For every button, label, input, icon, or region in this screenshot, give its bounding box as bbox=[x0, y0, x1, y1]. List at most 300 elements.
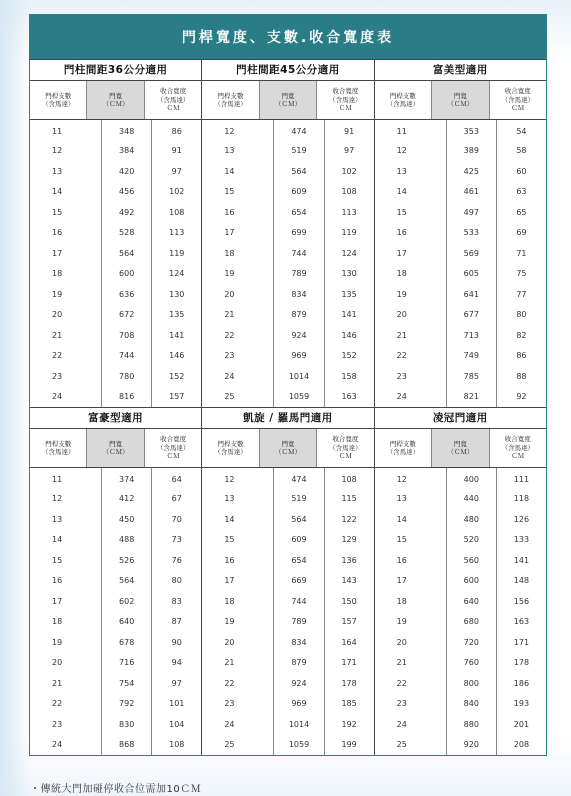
fold-width-column-header: 收合寬度 （含馬達） ＣＭ bbox=[156, 87, 190, 113]
fold-width-cell: 65 bbox=[516, 207, 527, 217]
table-row bbox=[375, 346, 546, 367]
fold-width-cell: 87 bbox=[171, 617, 182, 627]
door-width-cell: 564 bbox=[102, 571, 152, 592]
bar-count-cell: 18 bbox=[30, 612, 102, 633]
bar-count-cell: 15 bbox=[375, 530, 447, 551]
bar-count-cell: 19 bbox=[30, 632, 102, 653]
table-row bbox=[30, 468, 201, 489]
fold-width-cell: 135 bbox=[341, 289, 357, 299]
fold-width-cell: 141 bbox=[341, 310, 357, 320]
table-row bbox=[202, 387, 373, 408]
fold-width-cell: 77 bbox=[516, 289, 527, 299]
bar-count-cell: 16 bbox=[30, 223, 102, 244]
count-column-header: 門桿支數 （含馬達） bbox=[30, 429, 87, 467]
fold-width-cell: 141 bbox=[513, 555, 530, 565]
fold-width-cell: 86 bbox=[516, 351, 527, 361]
door-width-cell: 412 bbox=[102, 489, 152, 510]
fold-width-column-header: 收合寬度 （含馬達） ＣＭ bbox=[501, 87, 534, 113]
bar-count-cell: 14 bbox=[202, 509, 274, 530]
table-row bbox=[202, 612, 373, 633]
fold-width-cell: 124 bbox=[169, 269, 185, 279]
door-width-cell: 716 bbox=[102, 653, 152, 674]
bar-count-cell: 16 bbox=[202, 550, 274, 571]
door-width-cell: 488 bbox=[102, 530, 152, 551]
door-width-cell: 816 bbox=[102, 387, 152, 408]
door-width-cell: 744 bbox=[274, 591, 324, 612]
bar-count-cell: 24 bbox=[375, 714, 447, 735]
fold-width-cell: 80 bbox=[171, 576, 182, 586]
fold-width-cell: 69 bbox=[516, 228, 527, 238]
fold-width-cell: 70 bbox=[171, 514, 182, 524]
bar-count-cell: 20 bbox=[30, 305, 102, 326]
table-row bbox=[30, 509, 201, 530]
table-row bbox=[375, 632, 546, 653]
fold-width-cell: 88 bbox=[516, 371, 527, 381]
bar-count-cell: 18 bbox=[30, 264, 102, 285]
table-row bbox=[202, 694, 373, 715]
fold-width-cell: 133 bbox=[513, 535, 530, 545]
bar-count-cell: 20 bbox=[202, 284, 274, 305]
table-row bbox=[202, 141, 373, 162]
fold-width-cell: 58 bbox=[516, 146, 527, 156]
fold-width-column-header: 收合寬度 （含馬達） ＣＭ bbox=[329, 435, 362, 461]
bar-count-cell: 15 bbox=[30, 202, 102, 223]
door-width-cell: 569 bbox=[447, 243, 497, 264]
door-width-cell: 879 bbox=[274, 305, 324, 326]
table-row bbox=[202, 735, 373, 756]
table-row bbox=[375, 550, 546, 571]
bar-count-cell: 23 bbox=[375, 694, 447, 715]
door-width-cell: 680 bbox=[447, 612, 497, 633]
door-width-cell: 708 bbox=[102, 325, 152, 346]
table-row bbox=[375, 366, 546, 387]
table-row bbox=[202, 550, 373, 571]
bar-count-cell: 13 bbox=[30, 161, 102, 182]
door-width-cell: 384 bbox=[102, 141, 152, 162]
table-section bbox=[30, 59, 546, 407]
fold-width-cell: 124 bbox=[341, 248, 357, 258]
table-row bbox=[30, 305, 201, 326]
table-row bbox=[375, 509, 546, 530]
table-row bbox=[202, 305, 373, 326]
table-row bbox=[375, 387, 546, 408]
door-width-cell: 677 bbox=[447, 305, 497, 326]
fold-width-cell: 82 bbox=[516, 330, 527, 340]
bar-count-cell: 16 bbox=[30, 571, 102, 592]
table-row bbox=[30, 735, 201, 756]
door-width-cell: 830 bbox=[102, 714, 152, 735]
bar-count-cell: 14 bbox=[30, 530, 102, 551]
door-width-cell: 600 bbox=[102, 264, 152, 285]
door-width-cell: 744 bbox=[102, 346, 152, 367]
door-width-cell: 780 bbox=[102, 366, 152, 387]
fold-width-cell: 118 bbox=[513, 494, 530, 504]
door-width-cell: 744 bbox=[274, 243, 324, 264]
door-width-cell: 474 bbox=[274, 468, 324, 489]
width-column-header: 門寬 （ＣＭ） bbox=[87, 81, 144, 119]
bar-count-cell: 20 bbox=[30, 653, 102, 674]
door-width-cell: 533 bbox=[447, 223, 497, 244]
fold-width-cell: 143 bbox=[341, 576, 357, 586]
door-type-group bbox=[375, 59, 546, 407]
door-type-group bbox=[30, 59, 202, 407]
bar-count-cell: 17 bbox=[202, 223, 274, 244]
width-table bbox=[29, 14, 547, 756]
fold-width-cell: 119 bbox=[341, 228, 357, 238]
fold-width-cell: 193 bbox=[513, 699, 530, 709]
door-width-cell: 720 bbox=[447, 632, 497, 653]
table-row bbox=[30, 673, 201, 694]
door-width-cell: 920 bbox=[447, 735, 497, 756]
door-width-cell: 353 bbox=[447, 120, 497, 141]
width-column-header: 門寬 （ＣＭ） bbox=[432, 81, 489, 119]
fold-width-cell: 157 bbox=[169, 392, 185, 402]
table-row bbox=[202, 182, 373, 203]
bar-count-cell: 23 bbox=[202, 346, 274, 367]
fold-width-cell: 115 bbox=[341, 494, 357, 504]
bar-count-cell: 13 bbox=[375, 161, 447, 182]
bar-count-cell: 15 bbox=[202, 530, 274, 551]
door-width-cell: 641 bbox=[447, 284, 497, 305]
table-row bbox=[202, 161, 373, 182]
door-width-cell: 492 bbox=[102, 202, 152, 223]
width-column-header: 門寬 （ＣＭ） bbox=[260, 429, 317, 467]
count-column-header: 門桿支數 （含馬達） bbox=[375, 429, 432, 467]
table-row bbox=[30, 653, 201, 674]
table-row bbox=[375, 591, 546, 612]
table-row bbox=[30, 530, 201, 551]
bar-count-cell: 12 bbox=[375, 141, 447, 162]
table-row bbox=[30, 264, 201, 285]
bar-count-cell: 13 bbox=[202, 489, 274, 510]
fold-width-cell: 186 bbox=[513, 678, 530, 688]
door-width-cell: 672 bbox=[102, 305, 152, 326]
table-row bbox=[30, 571, 201, 592]
table-row bbox=[375, 120, 546, 141]
door-width-cell: 497 bbox=[447, 202, 497, 223]
table-row bbox=[202, 120, 373, 141]
fold-width-cell: 108 bbox=[341, 187, 357, 197]
fold-width-cell: 76 bbox=[171, 555, 182, 565]
bar-count-cell: 16 bbox=[375, 223, 447, 244]
fold-width-cell: 86 bbox=[171, 127, 182, 137]
bar-count-cell: 11 bbox=[375, 120, 447, 141]
table-row bbox=[202, 366, 373, 387]
table-row bbox=[375, 264, 546, 285]
table-row bbox=[30, 223, 201, 244]
bar-count-cell: 23 bbox=[30, 366, 102, 387]
door-width-cell: 654 bbox=[274, 202, 324, 223]
table-row bbox=[375, 202, 546, 223]
bar-count-cell: 19 bbox=[375, 284, 447, 305]
fold-width-cell: 104 bbox=[169, 719, 185, 729]
bar-count-cell: 17 bbox=[375, 243, 447, 264]
fold-width-cell: 67 bbox=[171, 494, 182, 504]
fold-width-cell: 164 bbox=[341, 637, 357, 647]
bar-count-cell: 25 bbox=[202, 387, 274, 408]
door-type-group bbox=[202, 59, 374, 407]
bar-count-cell: 25 bbox=[202, 735, 274, 756]
door-width-cell: 600 bbox=[447, 571, 497, 592]
fold-width-cell: 63 bbox=[516, 187, 527, 197]
bar-count-cell: 20 bbox=[202, 632, 274, 653]
fold-width-cell: 156 bbox=[513, 596, 530, 606]
fold-width-cell: 148 bbox=[513, 576, 530, 586]
fold-width-cell: 130 bbox=[341, 269, 357, 279]
table-row bbox=[202, 325, 373, 346]
count-column-header: 門桿支數 （含馬達） bbox=[375, 81, 432, 119]
group-heading: 凌冠門適用 bbox=[375, 407, 546, 429]
bar-count-cell: 23 bbox=[30, 714, 102, 735]
fold-width-cell: 178 bbox=[513, 658, 530, 668]
group-heading: 富豪型適用 bbox=[30, 407, 201, 429]
table-row bbox=[30, 182, 201, 203]
bar-count-cell: 12 bbox=[30, 489, 102, 510]
table-row bbox=[30, 325, 201, 346]
door-width-cell: 450 bbox=[102, 509, 152, 530]
fold-width-cell: 136 bbox=[341, 555, 357, 565]
fold-width-cell: 80 bbox=[516, 310, 527, 320]
door-width-cell: 713 bbox=[447, 325, 497, 346]
table-title: 門桿寬度、支數.收合寬度表 bbox=[30, 15, 546, 59]
fold-width-cell: 71 bbox=[516, 248, 527, 258]
bar-count-cell: 21 bbox=[375, 325, 447, 346]
door-width-cell: 924 bbox=[274, 673, 324, 694]
table-row bbox=[375, 571, 546, 592]
width-column-header: 門寬 （ＣＭ） bbox=[432, 429, 489, 467]
door-width-cell: 879 bbox=[274, 653, 324, 674]
bar-count-cell: 25 bbox=[375, 735, 447, 756]
door-width-cell: 602 bbox=[102, 591, 152, 612]
bar-count-cell: 21 bbox=[30, 673, 102, 694]
table-row bbox=[202, 202, 373, 223]
fold-width-cell: 129 bbox=[341, 535, 357, 545]
fold-width-cell: 83 bbox=[171, 596, 182, 606]
table-row bbox=[202, 509, 373, 530]
bar-count-cell: 11 bbox=[30, 120, 102, 141]
table-row bbox=[375, 325, 546, 346]
bar-count-cell: 19 bbox=[375, 612, 447, 633]
bar-count-cell: 13 bbox=[375, 489, 447, 510]
width-column-header: 門寬 （ＣＭ） bbox=[260, 81, 317, 119]
door-width-cell: 461 bbox=[447, 182, 497, 203]
fold-width-cell: 163 bbox=[513, 617, 530, 627]
fold-width-cell: 64 bbox=[171, 475, 182, 485]
table-row bbox=[30, 387, 201, 408]
door-width-cell: 456 bbox=[102, 182, 152, 203]
door-width-cell: 564 bbox=[102, 243, 152, 264]
table-row bbox=[375, 305, 546, 326]
door-width-cell: 528 bbox=[102, 223, 152, 244]
fold-width-cell: 185 bbox=[341, 699, 357, 709]
table-row bbox=[30, 284, 201, 305]
table-row bbox=[30, 161, 201, 182]
column-headers bbox=[30, 81, 201, 120]
door-width-cell: 389 bbox=[447, 141, 497, 162]
fold-width-cell: 73 bbox=[171, 535, 182, 545]
door-width-cell: 519 bbox=[274, 141, 324, 162]
door-width-cell: 800 bbox=[447, 673, 497, 694]
bar-count-cell: 20 bbox=[375, 632, 447, 653]
table-row bbox=[375, 284, 546, 305]
door-width-cell: 609 bbox=[274, 530, 324, 551]
fold-width-cell: 97 bbox=[344, 146, 355, 156]
door-width-cell: 834 bbox=[274, 284, 324, 305]
bar-count-cell: 19 bbox=[30, 284, 102, 305]
fold-width-cell: 141 bbox=[169, 330, 185, 340]
door-width-cell: 821 bbox=[447, 387, 497, 408]
bar-count-cell: 14 bbox=[202, 161, 274, 182]
table-row bbox=[202, 243, 373, 264]
door-type-group bbox=[202, 407, 374, 755]
bar-count-cell: 16 bbox=[202, 202, 274, 223]
door-width-cell: 678 bbox=[102, 632, 152, 653]
door-width-cell: 609 bbox=[274, 182, 324, 203]
table-row bbox=[30, 202, 201, 223]
table-row bbox=[202, 223, 373, 244]
fold-width-cell: 192 bbox=[341, 719, 357, 729]
fold-width-cell: 199 bbox=[341, 740, 357, 750]
door-width-cell: 760 bbox=[447, 653, 497, 674]
table-row bbox=[30, 591, 201, 612]
fold-width-cell: 158 bbox=[341, 371, 357, 381]
fold-width-cell: 146 bbox=[169, 351, 185, 361]
bar-count-cell: 24 bbox=[30, 735, 102, 756]
table-row bbox=[375, 161, 546, 182]
width-column-header: 門寬 （ＣＭ） bbox=[87, 429, 144, 467]
door-width-cell: 792 bbox=[102, 694, 152, 715]
bar-count-cell: 14 bbox=[30, 182, 102, 203]
fold-width-cell: 108 bbox=[169, 740, 185, 750]
door-width-cell: 789 bbox=[274, 612, 324, 633]
group-heading: 門柱間距36公分適用 bbox=[30, 59, 201, 81]
fold-width-cell: 75 bbox=[516, 269, 527, 279]
table-row bbox=[30, 612, 201, 633]
bar-count-cell: 18 bbox=[375, 591, 447, 612]
bar-count-cell: 12 bbox=[202, 468, 274, 489]
bar-count-cell: 21 bbox=[375, 653, 447, 674]
door-width-cell: 564 bbox=[274, 509, 324, 530]
bar-count-cell: 24 bbox=[202, 714, 274, 735]
door-width-cell: 834 bbox=[274, 632, 324, 653]
table-row bbox=[375, 141, 546, 162]
bar-count-cell: 11 bbox=[30, 468, 102, 489]
bar-count-cell: 22 bbox=[202, 325, 274, 346]
table-row bbox=[202, 346, 373, 367]
table-row bbox=[202, 632, 373, 653]
bar-count-cell: 21 bbox=[202, 653, 274, 674]
fold-width-cell: 122 bbox=[341, 514, 357, 524]
table-row bbox=[30, 346, 201, 367]
door-width-cell: 348 bbox=[102, 120, 152, 141]
door-width-cell: 868 bbox=[102, 735, 152, 756]
bar-count-cell: 18 bbox=[375, 264, 447, 285]
fold-width-cell: 135 bbox=[169, 310, 185, 320]
table-row bbox=[202, 591, 373, 612]
fold-width-cell: 119 bbox=[169, 248, 185, 258]
fold-width-cell: 94 bbox=[171, 658, 182, 668]
table-row bbox=[202, 653, 373, 674]
door-width-cell: 640 bbox=[447, 591, 497, 612]
bar-count-cell: 24 bbox=[375, 387, 447, 408]
bar-count-cell: 14 bbox=[375, 182, 447, 203]
table-row bbox=[30, 366, 201, 387]
column-headers bbox=[375, 429, 546, 468]
table-row bbox=[375, 223, 546, 244]
fold-width-cell: 113 bbox=[341, 207, 357, 217]
bar-count-cell: 19 bbox=[202, 612, 274, 633]
bar-count-cell: 12 bbox=[202, 120, 274, 141]
table-row bbox=[375, 714, 546, 735]
door-width-cell: 640 bbox=[102, 612, 152, 633]
count-column-header: 門桿支數 （含馬達） bbox=[202, 81, 259, 119]
bar-count-cell: 17 bbox=[375, 571, 447, 592]
fold-width-cell: 54 bbox=[516, 127, 527, 137]
table-body bbox=[30, 59, 546, 755]
fold-width-cell: 171 bbox=[341, 658, 357, 668]
column-headers bbox=[375, 81, 546, 120]
table-row bbox=[375, 673, 546, 694]
fold-width-cell: 102 bbox=[169, 187, 185, 197]
door-width-cell: 425 bbox=[447, 161, 497, 182]
fold-width-cell: 108 bbox=[341, 475, 357, 485]
bar-count-cell: 23 bbox=[375, 366, 447, 387]
table-row bbox=[30, 632, 201, 653]
table-row bbox=[375, 243, 546, 264]
door-width-cell: 1014 bbox=[274, 714, 324, 735]
door-width-cell: 400 bbox=[447, 468, 497, 489]
bar-count-cell: 22 bbox=[202, 673, 274, 694]
bar-count-cell: 12 bbox=[375, 468, 447, 489]
table-row bbox=[202, 489, 373, 510]
bar-count-cell: 20 bbox=[375, 305, 447, 326]
bar-count-cell: 17 bbox=[202, 571, 274, 592]
bar-count-cell: 17 bbox=[30, 591, 102, 612]
door-width-cell: 924 bbox=[274, 325, 324, 346]
footnote: ・傳統大門加碰停收合位需加10ＣＭ bbox=[30, 784, 202, 795]
table-row bbox=[375, 489, 546, 510]
table-row bbox=[202, 468, 373, 489]
door-width-cell: 420 bbox=[102, 161, 152, 182]
door-width-cell: 564 bbox=[274, 161, 324, 182]
fold-width-column-header: 收合寬度 （含馬達） ＣＭ bbox=[329, 87, 362, 113]
fold-width-cell: 101 bbox=[169, 699, 185, 709]
fold-width-cell: 163 bbox=[341, 392, 357, 402]
bar-count-cell: 15 bbox=[202, 182, 274, 203]
column-headers bbox=[30, 429, 201, 468]
table-row bbox=[375, 735, 546, 756]
table-row bbox=[30, 550, 201, 571]
count-column-header: 門桿支數 （含馬達） bbox=[30, 81, 87, 119]
table-row bbox=[30, 120, 201, 141]
group-heading: 門柱間距45公分適用 bbox=[202, 59, 373, 81]
table-row bbox=[202, 530, 373, 551]
table-row bbox=[202, 264, 373, 285]
table-row bbox=[375, 694, 546, 715]
fold-width-column-header: 收合寬度 （含馬達） ＣＭ bbox=[501, 435, 534, 461]
door-width-cell: 1059 bbox=[274, 387, 324, 408]
fold-width-cell: 150 bbox=[341, 596, 357, 606]
fold-width-cell: 97 bbox=[171, 678, 182, 688]
fold-width-cell: 102 bbox=[341, 166, 357, 176]
fold-width-cell: 171 bbox=[513, 637, 530, 647]
fold-width-cell: 130 bbox=[169, 289, 185, 299]
door-width-cell: 969 bbox=[274, 694, 324, 715]
door-width-cell: 1014 bbox=[274, 366, 324, 387]
fold-width-cell: 111 bbox=[513, 475, 530, 485]
fold-width-cell: 201 bbox=[513, 719, 530, 729]
bar-count-cell: 15 bbox=[30, 550, 102, 571]
